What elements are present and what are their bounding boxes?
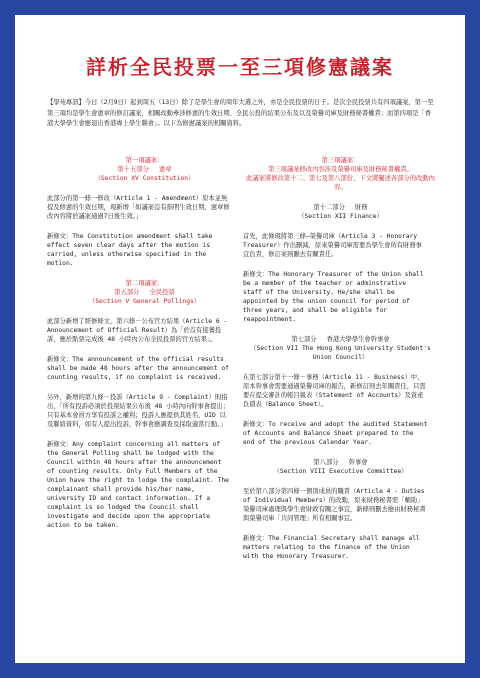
motion-2-paragraph-3: 另外，新增的第九條－投訴（Article 9 - Complaint）則指出，「所有投訴必須於投票結果公布後 48 小時內向幹事會提出；只有基本會員方享有投訴之權利；投訴人應提供其姓名、UID 以及聯絡資料，如有人提出投訴，幹事會應調查及採取適當行動。」 — [47, 394, 230, 428]
section-viii-title-en: （Section VIII Executive Committee） — [273, 468, 408, 475]
motion-1-paragraph-2: 新條文：The Constitution amendment shall take effect seven clear days after the motion is carried, unless otherwise specified in the motion. — [47, 233, 213, 267]
section-vii-heading — [243, 335, 438, 362]
motion-2-heading — [47, 279, 242, 306]
motion-2-paragraph-2: 新條文：The announcement of the official results shall be made 48 hours after the announcement of counting results, if no complaint is received. — [47, 356, 229, 381]
left-column — [47, 156, 242, 541]
section-xii-title-en: （Section XII Finance） — [298, 213, 383, 220]
motion-2-paragraph-4: 新條文：Any complaint concerning all matters of the General Polling shall be lodged with the Council within 48 hours after the announcement of counting results. Only Full Members of the Union have the right to lodge the complaint. The complainant shall provide his/her name, university ID and contact information. If a complaint is so lodged the Council shall investigate and decide upon the appropriate action to be taken. — [47, 441, 229, 529]
motion-1-label: 第一項議案： — [125, 157, 164, 164]
motion-2-paragraph-1: 此部分新增了經修條文，第六條－公布官方結果（Article 6 - Announcement of Official Result）為「於沒有接獲投訴，應於點票完成後 48 小時內公布全民投票的官方結果」。 — [47, 318, 228, 343]
right-column — [243, 156, 438, 572]
motion-3-summary: 第三項議案修改內容涉及榮譽司庫及財務秘書權責。 — [268, 166, 413, 173]
section-xii-paragraph-2: 新條文：The Honorary Treasurer of the Union shall be a member of the teacher or adminstrative staff of the University. He/she shall be appointed by the union council for period of three years, and shall be eligible for reappointment. — [243, 271, 424, 323]
section-vii-title-en: （Section VII The Hong Kong University Student's Union Council） — [250, 345, 431, 361]
motion-2-section-en: （Section V General Pollings） — [88, 298, 201, 305]
section-viii-paragraph-2: 新條文：The Financial Secretary shall manage all matters relating to the finance of the Union with the Honorary Treasurer. — [243, 535, 420, 560]
motion-1-paragraph-1: 此部分的第一條一修改（Article 1 - Amendment）原本並無提及修憲的生效日期，現新增「如議案沒有指明生效日期，憲章修改內容將於議案通過7日後生效。」 — [47, 195, 230, 220]
section-xii-title: 第十二部分 財務 — [313, 204, 368, 211]
motion-3-heading — [243, 156, 438, 192]
section-xii-paragraph-1: 首先，此條現將第三條—榮譽司庫（Article 3 - Honorary Treasurer）作出刪減，原來榮譽司庫需要為學生會所有財務事宜負責，修訂案則刪去有關責任。 — [243, 233, 422, 258]
intro-paragraph: 【學苑專訊】今日（2月9日）起到周五（13日）除了是學生會的周年大選之外，亦是全民投票的日子。是次全民投票共有四項議案，第一至第三項均是學生會憲章的修訂議案，相關改動牽涉修憲的生效日期、全民公投的結果公布及以及榮譽司庫及財務秘書權責；而第四項是「香港大學學生會應退出香港專上學生聯會」。以下為修憲議案的相關資料。 — [47, 99, 434, 127]
motion-2-label: 第二項議案： — [125, 280, 164, 287]
section-vii-paragraph-2: 新條文：To receive and adopt the audited Statement of Accounts and Balance Sheet prepared to the end of the previous Calendar Year. — [243, 421, 428, 446]
motion-3-label: 第三項議案： — [321, 157, 360, 164]
section-viii-paragraph-1: 至於第八部分第四條一個別成員的職責（Article 4 - Duties of Individual Members）的改動，原來財務秘書需「輔助」榮譽司庫處理與學生會財政有關之事宜，新條則刪去應由財務秘書與榮譽司庫「共同管理」所有相關事宜。 — [243, 488, 426, 522]
page-title: 詳析全民投票一至三項修憲議案 — [86, 55, 394, 79]
motion-2-section: 第五部分 全民投票 — [114, 289, 175, 296]
motion-3-scope: 此議案將修改第十二、第七及第八部份，下文將闡述各部分的改動內容。 — [246, 175, 435, 191]
motion-1-section-en: （Section XV Constitution） — [94, 175, 195, 182]
motion-1-section: 第十五部分 憲章 — [117, 166, 172, 173]
section-viii-title: 第八部分 幹事會 — [313, 459, 368, 466]
section-viii-heading — [243, 458, 438, 476]
section-vii-paragraph-1: 在第七部分第十一條－事務（Article 11 - Business）中，原本幹事會需要通過榮譽司庫的報告，新修訂則去年關責任，只需要在提交審計的帳目報表（Statement of Accounts）及資產負債表（Balance Sheet）。 — [243, 374, 426, 408]
section-xii-heading — [243, 203, 438, 221]
document-page — [15, 15, 465, 663]
motion-1-heading — [47, 156, 242, 183]
section-vii-title: 第七部分 香港大學學生會幹事會 — [291, 336, 390, 343]
